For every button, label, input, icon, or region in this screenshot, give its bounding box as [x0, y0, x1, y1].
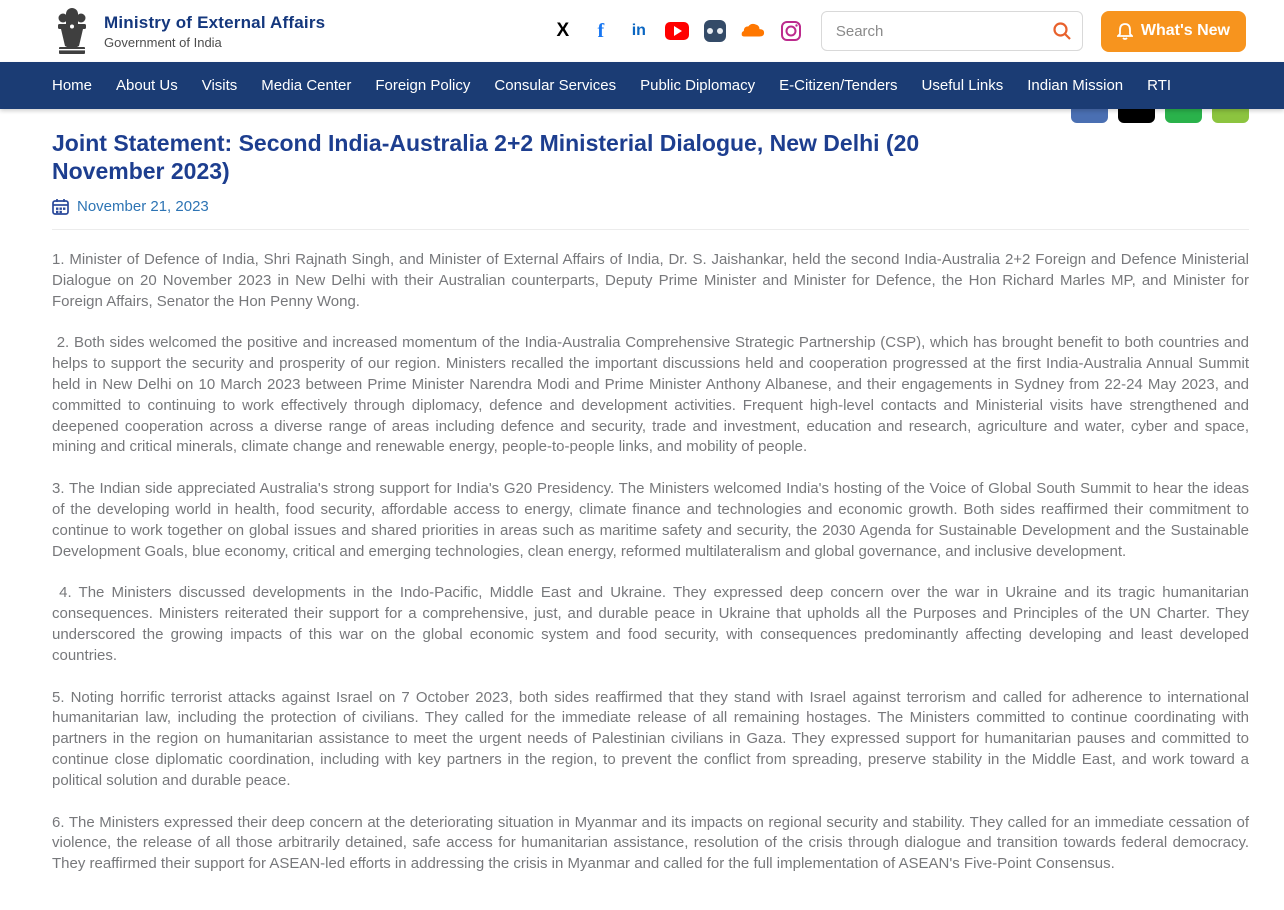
soundcloud-icon[interactable] — [741, 19, 765, 43]
calendar-icon — [52, 198, 69, 215]
nav-item-rti[interactable]: RTI — [1147, 77, 1172, 94]
nav-item-foreign-policy[interactable]: Foreign Policy — [375, 77, 471, 94]
site-title: Ministry of External Affairs — [104, 12, 326, 32]
article-body — [52, 229, 1254, 875]
main-nav — [0, 62, 1284, 109]
nav-item-ecitizen-tenders[interactable]: E-Citizen/Tenders — [779, 77, 898, 94]
page-title: Joint Statement: Second India-Australia 2+2 Ministerial Dialogue, New Delhi (20 November 2023) — [52, 130, 920, 185]
search-box — [821, 11, 1083, 51]
flickr-icon[interactable] — [703, 19, 727, 43]
article-paragraph: 5. Noting horrific terrorist attacks against Israel on 7 October 2023, both sides reaffirmed that they stand with Israel against terrorism and called for adherence to international humanitarian law, including the protection of civilians. They called for the immediate release of all remaining hostages. The Ministers committed to continue coordinating with partners in the region on humanitarian assistance to meet the urgent needs of Palestinian civilians in Gaza. They expressed support for humanitarian pauses and committed to continue close diplomatic coordination, including with key partners in the region, to prevent the conflict from spreading, preserve stability in the Middle East, and work toward a political solution and durable peace. — [52, 688, 1254, 789]
nav-item-useful-links[interactable]: Useful Links — [921, 77, 1004, 94]
nav-item-visits[interactable]: Visits — [201, 77, 238, 94]
youtube-icon[interactable] — [665, 19, 689, 43]
article-paragraph: 6. The Ministers expressed their deep concern at the deteriorating situation in Myanmar and its impacts on regional security and stability. They called for an immediate cessation of violence, the release of all those arbitrarily detained, safe access for humanitarian assistance, resolution of the crisis through dialogue and transition towards federal democracy. They reaffirmed their support for ASEAN-led efforts in addressing the crisis in Myanmar and called for the full implementation of ASEAN's Five-Point Consensus. — [52, 813, 1254, 873]
search-input[interactable] — [836, 23, 1052, 40]
search-icon — [1052, 21, 1072, 41]
article-page — [0, 96, 1284, 875]
national-emblem-icon — [52, 4, 92, 58]
site-header — [0, 0, 1284, 62]
article-paragraph: 3. The Indian side appreciated Australia's strong support for India's G20 Presidency. The Ministers welcomed India's hosting of the Voice of Global South Summit to hear the ideas of the developing world in health, food security, affordable access to energy, climate finance and technologies and economic growth. Both sides reaffirmed their commitment to continue to work together on global issues and shared priorities in areas such as maritime safety and security, the 2030 Agenda for Sustainable Development and the Sustainable Development Goals, blue economy, critical and emerging technologies, clean energy, reformed multilateralism and global governance, and inclusive development. — [52, 480, 1254, 560]
site-logo[interactable] — [52, 4, 325, 58]
nav-item-public-diplomacy[interactable]: Public Diplomacy — [640, 77, 756, 94]
publish-date-row — [52, 198, 1249, 215]
whats-new-button[interactable] — [1101, 11, 1246, 52]
bell-icon — [1117, 22, 1133, 40]
nav-item-media-center[interactable]: Media Center — [261, 77, 352, 94]
article-paragraph: 4. The Ministers discussed developments in the Indo-Pacific, Middle East and Ukraine. They expressed deep concern over the war in Ukraine and its tragic humanitarian consequences. Ministers reiterated their support for a comprehensive, just, and durable peace in Ukraine that upholds all the Purposes and Principles of the UN Charter. They underscored the growing impacts of this war on the global economic system and food security, with consequences predominantly affecting developing and least developed countries. — [52, 584, 1254, 664]
publish-date: November 21, 2023 — [77, 198, 209, 216]
search-button[interactable] — [1052, 21, 1072, 41]
article-paragraph: 1. Minister of Defence of India, Shri Rajnath Singh, and Minister of External Affairs of India, Dr. S. Jaishankar, held the second India-Australia 2+2 Foreign and Defence Ministerial Dialogue on 20 November 2023 in New Delhi with their Australian counterparts, Deputy Prime Minister and Minister for Defence, the Hon Richard Marles MP, and Minister for Foreign Affairs, Senator the Hon Penny Wong. — [52, 251, 1254, 310]
nav-item-consular-services[interactable]: Consular Services — [494, 77, 617, 94]
article-paragraph: 2. Both sides welcomed the positive and increased momentum of the India-Australia Comprehensive Strategic Partnership (CSP), which has brought benefit to both countries and helps to support the security and prosperity of our region. Ministers recalled the important discussions held and cooperation progressed at the first India-Australia Annual Summit held in New Delhi on 10 March 2023 between Prime Minister Narendra Modi and Prime Minister Anthony Albanese, and their engagements in Sydney from 22-24 May 2023, and committed to continuing to work effectively through diplomacy, defence and development activities. Frequent high-level contacts and Ministerial visits have strengthened and deepened cooperation across a diverse range of areas including defence and security, trade and investment, education and research, agriculture and water, cyber and space, mining and critical minerals, climate change and renewable energy, people-to-people links, and mobility of people. — [52, 334, 1254, 456]
social-icons — [551, 19, 803, 43]
header-right — [551, 11, 1246, 52]
x-twitter-icon[interactable]: X — [556, 20, 570, 41]
nav-item-home[interactable]: Home — [52, 77, 93, 94]
instagram-icon[interactable] — [779, 19, 803, 43]
nav-item-indian-mission[interactable]: Indian Mission — [1027, 77, 1124, 94]
facebook-icon[interactable]: f — [597, 19, 605, 42]
linkedin-icon[interactable]: in — [631, 22, 646, 39]
nav-item-about-us[interactable]: About Us — [116, 77, 178, 94]
whats-new-label: What's New — [1140, 22, 1230, 39]
site-subtitle: Government of India — [104, 34, 222, 50]
